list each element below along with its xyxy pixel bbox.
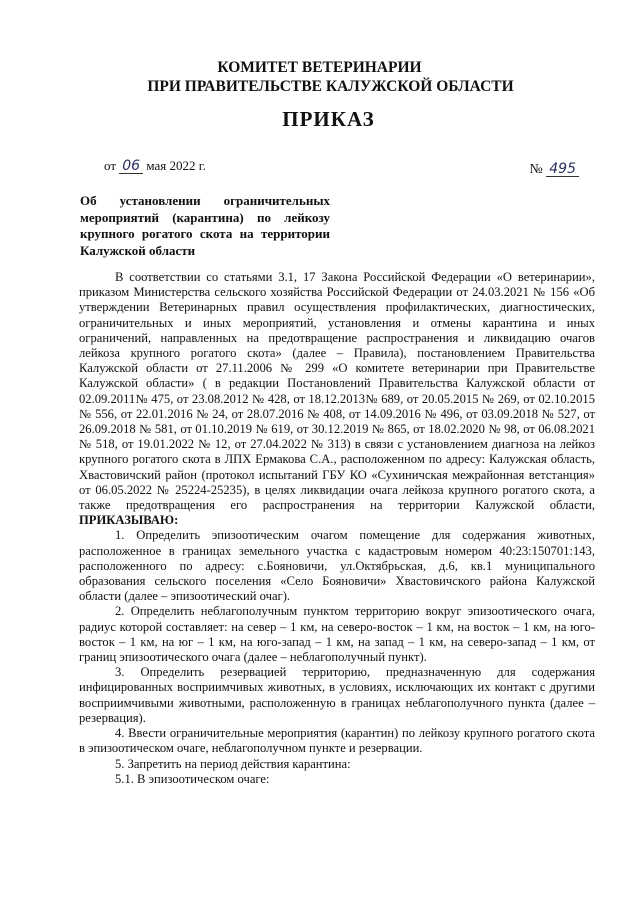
preamble-paragraph (79, 270, 595, 528)
order-word: ПРИКАЗЫВАЮ: (79, 513, 179, 528)
preamble-text: В соответствии со статьями 3.1, 17 Закона Российской Федерации «О ветеринарии», приказом Министерства сельского хозяйства Российской Федерации от 24.03.2021 № 156 «Об утверждении Ветеринарных правил осуществления профилактических, диагностических, ограничительных и иных мероприятий, установления и отмены карантина и иных ограничений, направленных на предотвращение распространения и ликвидацию очагов лейкоза крупного рогатого скота» (далее – Правила), постановлением Правительства Калужской области от 27.11.2006 № 299 «О комитете ветеринарии при Правительстве Калужской области» ( в редакции Постановлений Правительства Калужской области от 02.09.2011№ 475, от 23.08.2012 № 428, от 18.12.2013№ 689, от 20.05.2015 № 269, от 02.10.2015 № 556, от 22.01.2016 № 24, от 28.07.2016 № 408, от 14.09.2016 № 496, от 03.09.2018 № 527, от 26.09.2018 № 581, от 01.10.2019 № 619, от 30.12.2019 № 865, от 18.02.2020 № 98, от 06.08.2021 № 518, от 19.01.2022 № 12, от 27.04.2022 № 313) в связи с установлением диагноза на лейкоз крупного рогатого скота в ЛПХ Ермакова С.А., расположенном по адресу: Калужская область, Хвастовичский район (протокол испытаний ГБУ КО «Сухиничская межрайонная ветстанция» от 06.05.2022 № 25224-25235), в целях ликвидации очага лейкоза крупного рогатого скота, а также предотвращения его распространения на территории Калужской области, (79, 270, 595, 513)
handwritten-number: 495 (546, 162, 579, 177)
order-number (529, 162, 579, 178)
issuer-header (0, 58, 639, 96)
clause-4: 4. Ввести ограничительные мероприятия (карантин) по лейкозу крупного рогатого скота в эпизоотическом очаге, неблагополучном пункте и резервации. (79, 726, 595, 756)
order-subject: Об установлении ограничительных мероприятий (карантина) по лейкозу крупного рогатого скота на территории Калужской области (80, 193, 330, 258)
document-body (79, 270, 595, 787)
clause-3: 3. Определить резервацией территорию, предназначенную для содержания инфицированных восприимчивых животных, в условиях, исключающих их контакт с другими восприимчивыми животными, расположенную в границах неблагополучного пункта (далее – резервация). (79, 665, 595, 725)
number-prefix: № (529, 162, 543, 177)
issuer-line-1: КОМИТЕТ ВЕТЕРИНАРИИ (217, 59, 422, 76)
clause-5: 5. Запретить на период действия карантина: (115, 756, 351, 771)
date-line (104, 158, 206, 174)
clause-2: 2. Определить неблагополучным пунктом территорию вокруг эпизоотического очага, радиус которой составляет: на север – 1 км, на северо-восток – 1 км, на восток – 1 км, на юго-восток – 1 км, на юг – 1 км, на юго-запад – 1 км, на запад – 1 км, на северо-запад – 1 км, от границ эпизоотического очага (далее – неблагополучный пункт). (79, 604, 595, 665)
issuer-line-2: ПРИ ПРАВИТЕЛЬСТВЕ КАЛУЖСКОЙ ОБЛАСТИ (147, 78, 514, 95)
clause-1: 1. Определить эпизоотическим очагом помещение для содержания животных, расположенное в границах земельного участка с кадастровым номером 40:23:150701:143, расположенного по адресу: с.Бояновичи, ул.Октябрьская, д.6, кв.1 муниципального образования сельского поселения «Село Бояновичи» Хвастовичского района Калужской области (далее – эпизоотический очаг). (79, 528, 595, 604)
clause-5-1: 5.1. В эпизоотическом очаге: (115, 771, 270, 786)
document-title: ПРИКАЗ (282, 107, 375, 131)
date-prefix: от (104, 158, 117, 173)
date-rest: мая 2022 г. (146, 158, 206, 173)
handwritten-day: 06 (119, 159, 143, 174)
